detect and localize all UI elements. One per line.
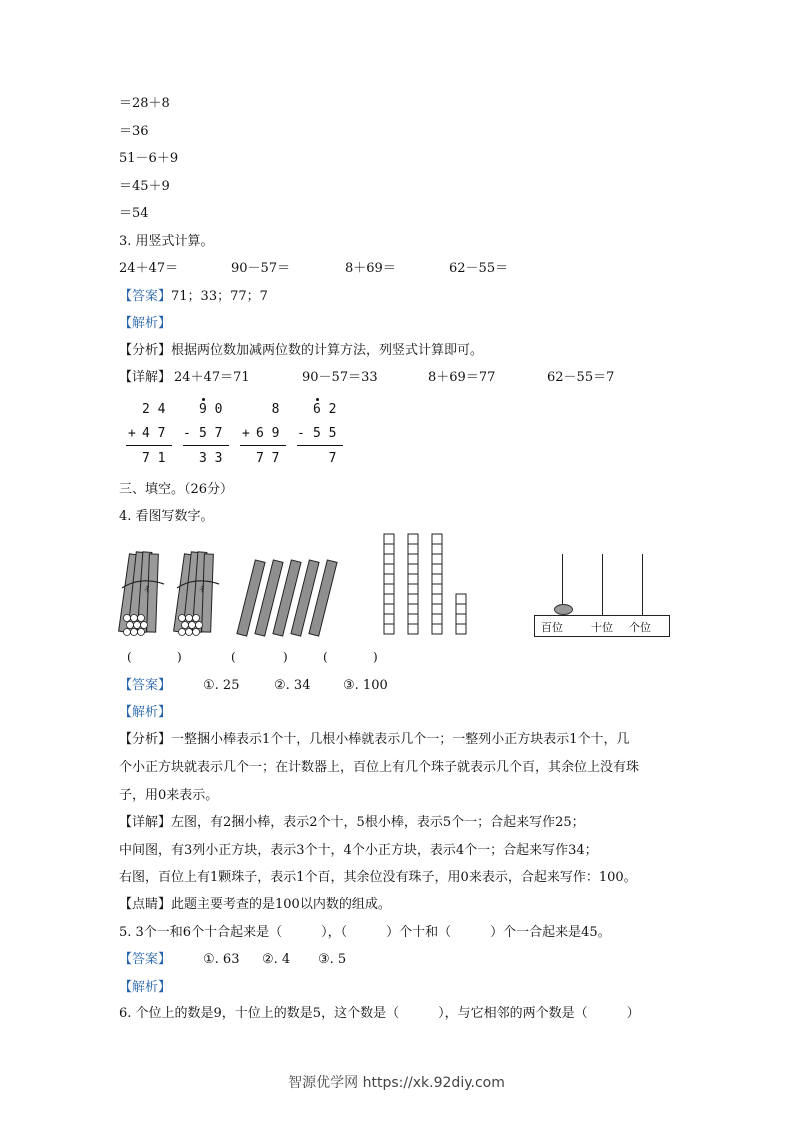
q5-answer-3: ③. 5	[318, 952, 347, 967]
q4-title: 4. 看图写数字。	[119, 509, 214, 524]
abacus-base	[534, 615, 670, 637]
vcalc-rule	[297, 445, 343, 446]
footer-watermark[interactable]: 智源优学网 https://xk.92diy.com	[288, 1075, 505, 1091]
blocks-figure	[380, 532, 472, 636]
blank-2-close: )	[283, 650, 288, 664]
vcalc-rule	[240, 445, 286, 446]
calc-line-3: 51－6＋9	[119, 151, 179, 166]
q4-xiangjie-line-1	[119, 815, 585, 831]
q4-answer-2: ②. 34	[274, 678, 311, 693]
vcalc-result: 7	[313, 451, 337, 466]
vcalc-rule	[126, 445, 172, 446]
calc-line-1: ＝28＋8	[119, 96, 170, 111]
blank-2-open: (	[231, 650, 236, 664]
abacus-figure	[534, 552, 672, 638]
dianjing-tag: 【点睛】	[119, 897, 172, 912]
q5-jiexi-tag: 【解析】	[119, 980, 172, 995]
q4-fenxi-line-1	[119, 732, 630, 748]
vcalc-op: +	[242, 426, 250, 441]
q3-title: 3. 用竖式计算。	[119, 234, 214, 249]
vcalc-rule	[183, 445, 229, 446]
q4-xiangjie-line-3: 右图，百位上有1颗珠子，表示1个百，其余位没有珠子，用0来表示，合起来写作：100。	[119, 870, 637, 885]
q4-dianjing-line	[119, 897, 391, 913]
q3-result-2: 90－57＝33	[302, 370, 378, 385]
stick-bundle-2	[174, 552, 219, 636]
vcalc-bottom: 6 9	[256, 426, 280, 441]
vcalc-bottom: 5 5	[313, 426, 337, 441]
vcalc-bottom: 5 7	[199, 426, 223, 441]
q4-answer-3: ③. 100	[343, 678, 388, 693]
q4-xiangjie-line-2: 中间图，有3列小正方块，表示3个十，4个小正方块，表示4个一；合起来写作34；	[119, 843, 598, 858]
q4-answer-line	[119, 678, 171, 694]
xiangjie-tag: 【详解】	[119, 815, 172, 830]
q3-problem-3: 8＋69＝	[345, 261, 396, 276]
vcalc-top: 6 2	[313, 402, 337, 417]
xiangjie-tag: 【详解】	[119, 370, 172, 385]
q3-result-1: 24＋47＝71	[174, 370, 250, 385]
vcalc-top: 2 4	[142, 402, 166, 417]
q5-answer-2: ②. 4	[262, 952, 291, 967]
single-blocks	[456, 594, 466, 634]
blank-3-close: )	[373, 650, 378, 664]
q3-problem-4: 62－55＝	[449, 261, 509, 276]
q5-answer-line	[119, 952, 171, 968]
svg-text:ㄔ: ㄔ	[197, 584, 207, 595]
q4-jiexi-tag: 【解析】	[119, 705, 172, 720]
vcalc-bottom: 4 7	[142, 426, 166, 441]
q3-answer-line	[119, 289, 268, 305]
stick-bundle-1	[119, 552, 164, 636]
vcalc-top: 9 0	[199, 402, 223, 417]
q4-answer-1: ①. 25	[203, 678, 240, 693]
block-column-1	[384, 534, 394, 634]
answer-tag: 【答案】	[119, 952, 172, 967]
blank-3-open: (	[323, 650, 328, 664]
vcalc-top: 8	[256, 402, 280, 417]
fenxi-tag: 【分析】	[119, 732, 172, 747]
calc-line-4: ＝45＋9	[119, 179, 170, 194]
vcalc-op: -	[297, 426, 305, 441]
calc-line-5: ＝54	[119, 206, 149, 221]
abacus-rod-tens	[602, 554, 603, 616]
vcalc-op: -	[183, 426, 191, 441]
q3-answer: 71；33；77；7	[171, 289, 268, 304]
abacus-bead	[554, 604, 573, 615]
vcalc-result: 7 7	[256, 451, 280, 466]
q4-dianjing: 此题主要考查的是100以内数的组成。	[171, 897, 391, 912]
q6-text: 6. 个位上的数是9，十位上的数是5，这个数是（ ），与它相邻的两个数是（ ）	[119, 1006, 640, 1021]
blank-1-close: )	[177, 650, 182, 664]
q5-text: 5. 3个一和6个十合起来是（ ），（ ）个十和（ ）个一合起来是45。	[119, 925, 611, 940]
abacus-label-ones: 个位	[629, 621, 651, 634]
abacus-rod-ones	[642, 554, 643, 616]
section-3-title: 三、填空。（26分）	[119, 482, 234, 497]
vcalc-op: +	[128, 426, 136, 441]
q3-problem-2: 90－57＝	[231, 261, 291, 276]
block-column-3	[432, 534, 442, 634]
vcalc-result: 3 3	[199, 451, 223, 466]
q3-fenxi-line	[119, 343, 483, 359]
answer-tag: 【答案】	[119, 289, 172, 304]
q4-fenxi-line-3: 子，用0来表示。	[119, 788, 219, 803]
q3-result-4: 62－55＝7	[547, 370, 615, 385]
answer-tag: 【答案】	[119, 678, 172, 693]
svg-text:ㄔ: ㄔ	[142, 584, 152, 595]
abacus-label-hundreds: 百位	[541, 621, 563, 634]
q3-problem-1: 24＋47＝	[119, 261, 179, 276]
q4-fenxi-text-1: 一整捆小棒表示1个十，几根小棒就表示几个一；一整列小正方块表示1个十，几	[171, 732, 630, 747]
fenxi-tag: 【分析】	[119, 343, 172, 358]
abacus-label-tens: 十位	[591, 621, 613, 634]
q5-answer-1: ①. 63	[203, 952, 240, 967]
q3-fenxi: 根据两位数加减两位数的计算方法，列竖式计算即可。	[171, 343, 484, 358]
q4-fenxi-line-2: 个小正方块就表示几个一；在计数器上，百位上有几个珠子就表示几个百，其余位上没有珠	[119, 760, 640, 775]
borrow-dot	[316, 398, 319, 401]
borrow-dot	[202, 398, 205, 401]
q3-result-3: 8＋69＝77	[428, 370, 496, 385]
q3-xiangjie-line	[119, 370, 171, 386]
sticks-figure	[118, 548, 338, 638]
q3-jiexi-tag: 【解析】	[119, 316, 172, 331]
block-column-2	[408, 534, 418, 634]
q4-xiangjie-text-1: 左图，有2捆小棒，表示2个十，5根小棒，表示5个一；合起来写作25；	[171, 815, 585, 830]
blank-1-open: (	[127, 650, 132, 664]
vcalc-result: 7 1	[142, 451, 166, 466]
calc-line-2: ＝36	[119, 124, 149, 139]
single-sticks	[237, 560, 337, 636]
